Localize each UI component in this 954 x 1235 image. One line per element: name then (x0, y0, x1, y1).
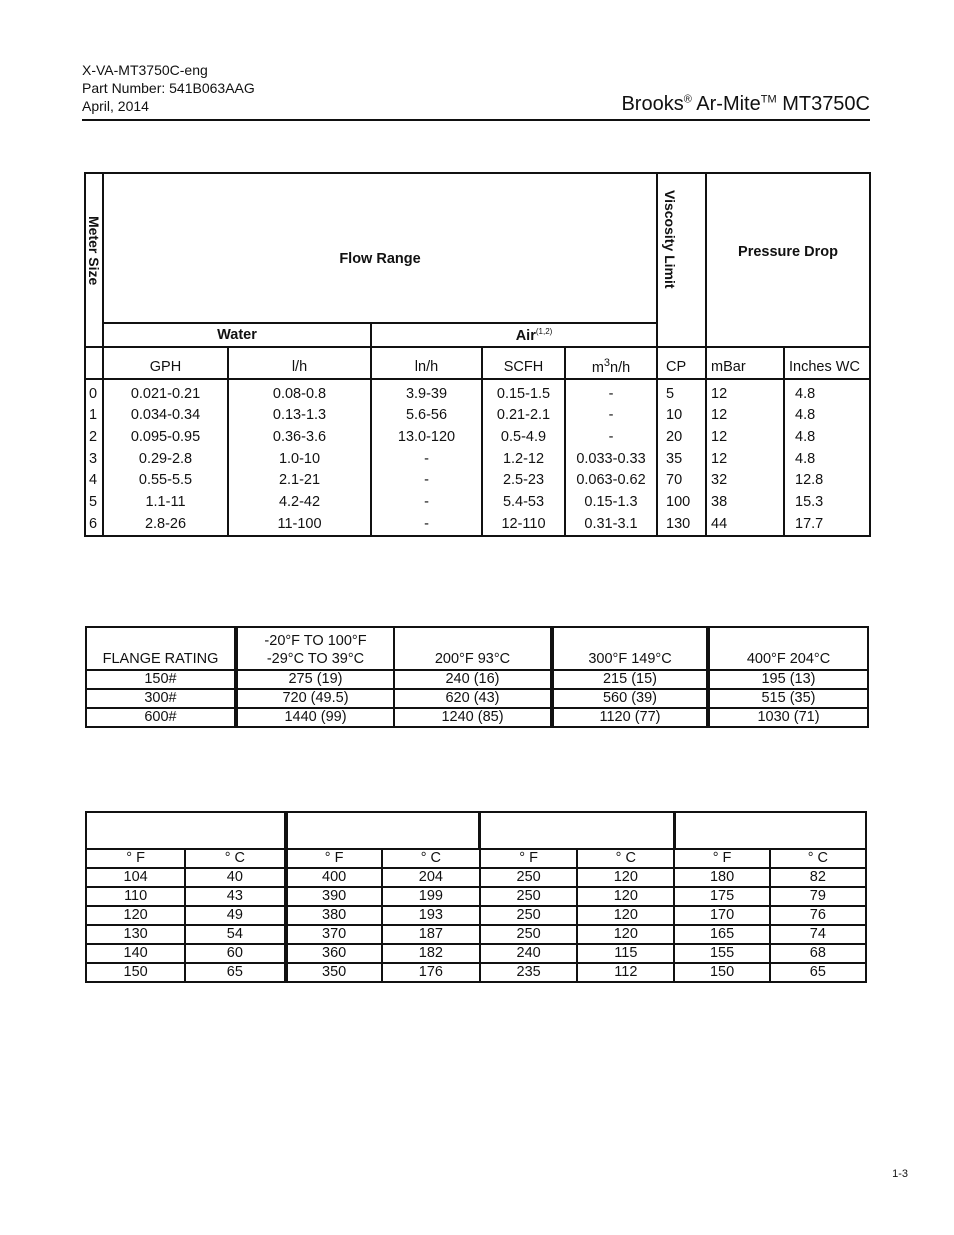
cell-lh: 11-100 (228, 513, 371, 536)
trademark-mark: TM (760, 93, 777, 106)
cell-c: 560 (39) (552, 689, 708, 708)
cell-value: 380 (286, 906, 382, 925)
cell-cp: 20 (657, 426, 706, 448)
cell-m3nh: - (565, 426, 657, 448)
cell-m3nh: - (565, 379, 657, 405)
cell-value: 120 (577, 906, 674, 925)
cell-lnh: - (371, 448, 482, 470)
cell-gph: 0.55-5.5 (103, 469, 228, 491)
table-row (85, 426, 870, 448)
cell-value: 360 (286, 944, 382, 963)
meter-size-label: Meter Size (86, 216, 102, 286)
cell-scfh: 0.15-1.5 (482, 379, 565, 405)
cell-value: 79 (770, 887, 866, 906)
cell-m3nh: 0.15-1.3 (565, 491, 657, 513)
cell-a: 720 (49.5) (236, 689, 394, 708)
cell-size: 6 (85, 513, 103, 536)
cell-value: 155 (674, 944, 769, 963)
cell-value: 400 (286, 868, 382, 887)
cell-value: 176 (382, 963, 480, 982)
table-row (85, 491, 870, 513)
table-row (86, 670, 868, 689)
cell-value: 370 (286, 925, 382, 944)
temp-200-header: 200°F 93°C (394, 627, 552, 670)
col-inwc: Inches WC (784, 347, 870, 379)
part-number: Part Number: 541B063AAG (82, 80, 255, 96)
table-row (85, 448, 870, 470)
table-row (86, 887, 866, 906)
cell-value: 250 (480, 887, 577, 906)
doc-id: X-VA-MT3750C-eng (82, 62, 208, 78)
cell-lh: 2.1-21 (228, 469, 371, 491)
cell-d: 515 (35) (708, 689, 868, 708)
cell-value: 112 (577, 963, 674, 982)
table-row (86, 944, 866, 963)
cell-value: 40 (185, 868, 285, 887)
temp-group-1-header (86, 812, 286, 849)
cell-size: 5 (85, 491, 103, 513)
viscosity-limit-header (657, 173, 706, 347)
cell-scfh: 2.5-23 (482, 469, 565, 491)
cell-d: 1030 (71) (708, 708, 868, 727)
cell-value: 150 (86, 963, 185, 982)
cell-a: 275 (19) (236, 670, 394, 689)
table-row (86, 925, 866, 944)
table-row (86, 906, 866, 925)
table-row (85, 469, 870, 491)
cell-gph: 0.29-2.8 (103, 448, 228, 470)
cell-value: 180 (674, 868, 769, 887)
cell-gph: 2.8-26 (103, 513, 228, 536)
m3nh-rest: n/h (610, 360, 631, 377)
cell-value: 115 (577, 944, 674, 963)
cell-value: 235 (480, 963, 577, 982)
unit-c: ° C (577, 849, 674, 868)
cell-mbar: 38 (706, 491, 784, 513)
cell-m3nh: 0.063-0.62 (565, 469, 657, 491)
cell-value: 150 (674, 963, 769, 982)
table-row (86, 708, 868, 727)
pressure-drop-header: Pressure Drop (706, 173, 870, 347)
cell-mbar: 12 (706, 448, 784, 470)
cell-inwc: 15.3 (784, 491, 870, 513)
cell-rating: 150# (86, 670, 236, 689)
table-row (85, 379, 870, 405)
cell-value: 120 (86, 906, 185, 925)
cell-scfh: 12-110 (482, 513, 565, 536)
unit-c: ° C (185, 849, 285, 868)
unit-c: ° C (770, 849, 866, 868)
cell-value: 130 (86, 925, 185, 944)
unit-f: ° F (86, 849, 185, 868)
cell-lnh: 13.0-120 (371, 426, 482, 448)
cell-scfh: 1.2-12 (482, 448, 565, 470)
cell-scfh: 5.4-53 (482, 491, 565, 513)
cell-cp: 10 (657, 404, 706, 426)
air-label: Air (515, 327, 536, 344)
cell-value: 65 (770, 963, 866, 982)
cell-value: 240 (480, 944, 577, 963)
temp-group-4-header (674, 812, 866, 849)
cell-c: 215 (15) (552, 670, 708, 689)
document-header-info (82, 61, 255, 115)
cell-value: 104 (86, 868, 185, 887)
cell-inwc: 12.8 (784, 469, 870, 491)
cell-size: 2 (85, 426, 103, 448)
cell-inwc: 4.8 (784, 448, 870, 470)
product-title (621, 93, 870, 116)
temp-group-2-header (286, 812, 480, 849)
temp-range-header (236, 627, 394, 670)
flow-range-table (84, 172, 871, 537)
col-scfh: SCFH (482, 347, 565, 379)
flange-rating-table (85, 626, 869, 728)
table-row (86, 963, 866, 982)
cell-size: 0 (85, 379, 103, 405)
cell-mbar: 12 (706, 379, 784, 405)
cell-value: 199 (382, 887, 480, 906)
model-name: MT3750C (782, 93, 870, 115)
cell-m3nh: 0.31-3.1 (565, 513, 657, 536)
cell-value: 74 (770, 925, 866, 944)
flow-range-header: Flow Range (103, 173, 657, 323)
cell-gph: 0.034-0.34 (103, 404, 228, 426)
air-footnote: (1,2) (535, 326, 553, 336)
cell-m3nh: - (565, 404, 657, 426)
cell-value: 110 (86, 887, 185, 906)
cell-lh: 0.36-3.6 (228, 426, 371, 448)
cell-lnh: 3.9-39 (371, 379, 482, 405)
cell-value: 165 (674, 925, 769, 944)
cell-gph: 1.1-11 (103, 491, 228, 513)
water-header: Water (103, 323, 371, 347)
cell-scfh: 0.5-4.9 (482, 426, 565, 448)
cell-value: 43 (185, 887, 285, 906)
temp-400-header: 400°F 204°C (708, 627, 868, 670)
cell-gph: 0.095-0.95 (103, 426, 228, 448)
header-rule (82, 119, 870, 121)
cell-cp: 100 (657, 491, 706, 513)
cell-value: 175 (674, 887, 769, 906)
cell-value: 182 (382, 944, 480, 963)
doc-date: April, 2014 (82, 98, 149, 114)
cell-value: 187 (382, 925, 480, 944)
cell-inwc: 4.8 (784, 404, 870, 426)
cell-value: 193 (382, 906, 480, 925)
col-gph: GPH (103, 347, 228, 379)
cell-value: 120 (577, 925, 674, 944)
cell-value: 60 (185, 944, 285, 963)
cell-inwc: 4.8 (784, 379, 870, 405)
cell-size: 4 (85, 469, 103, 491)
temp-300-header: 300°F 149°C (552, 627, 708, 670)
cell-value: 76 (770, 906, 866, 925)
cell-m3nh: 0.033-0.33 (565, 448, 657, 470)
cell-value: 82 (770, 868, 866, 887)
col-lh: l/h (228, 347, 371, 379)
temp-group-3-header (480, 812, 674, 849)
cell-value: 170 (674, 906, 769, 925)
meter-size-header (85, 173, 103, 347)
cell-value: 250 (480, 906, 577, 925)
unit-f: ° F (286, 849, 382, 868)
cell-value: 390 (286, 887, 382, 906)
cell-scfh: 0.21-2.1 (482, 404, 565, 426)
cell-lnh: 5.6-56 (371, 404, 482, 426)
cell-cp: 5 (657, 379, 706, 405)
cell-value: 54 (185, 925, 285, 944)
temp-range-c: -29°C TO 39°C (266, 651, 365, 667)
cell-mbar: 12 (706, 404, 784, 426)
registered-mark: ® (683, 93, 692, 106)
m3nh-sup: 3 (603, 357, 611, 370)
cell-value: 49 (185, 906, 285, 925)
cell-cp: 70 (657, 469, 706, 491)
cell-value: 120 (577, 887, 674, 906)
cell-lnh: - (371, 491, 482, 513)
cell-inwc: 4.8 (784, 426, 870, 448)
cell-mbar: 44 (706, 513, 784, 536)
cell-cp: 130 (657, 513, 706, 536)
cell-mbar: 12 (706, 426, 784, 448)
col-cp: CP (657, 347, 706, 379)
cell-lh: 4.2-42 (228, 491, 371, 513)
cell-a: 1440 (99) (236, 708, 394, 727)
brand-name: Brooks (621, 93, 684, 115)
cell-lnh: - (371, 513, 482, 536)
table-row (85, 404, 870, 426)
m3nh-m: m (591, 360, 604, 377)
flange-rating-header: FLANGE RATING (86, 627, 236, 670)
cell-b: 240 (16) (394, 670, 552, 689)
cell-value: 120 (577, 868, 674, 887)
cell-b: 620 (43) (394, 689, 552, 708)
table-row (85, 513, 870, 536)
cell-mbar: 32 (706, 469, 784, 491)
cell-value: 68 (770, 944, 866, 963)
cell-rating: 600# (86, 708, 236, 727)
cell-lh: 1.0-10 (228, 448, 371, 470)
air-header (371, 323, 657, 347)
page-number: 1-3 (892, 1168, 908, 1180)
cell-value: 250 (480, 868, 577, 887)
cell-d: 195 (13) (708, 670, 868, 689)
cell-size: 3 (85, 448, 103, 470)
temp-range-f: -20°F TO 100°F (264, 633, 367, 649)
cell-value: 204 (382, 868, 480, 887)
table-row (86, 689, 868, 708)
unit-c: ° C (382, 849, 480, 868)
cell-value: 140 (86, 944, 185, 963)
col-m3nh (565, 347, 657, 379)
cell-b: 1240 (85) (394, 708, 552, 727)
cell-c: 1120 (77) (552, 708, 708, 727)
cell-value: 250 (480, 925, 577, 944)
cell-inwc: 17.7 (784, 513, 870, 536)
viscosity-limit-label: Viscosity Limit (662, 190, 679, 289)
cell-value: 65 (185, 963, 285, 982)
product-name: Ar-Mite (696, 93, 761, 115)
cell-size: 1 (85, 404, 103, 426)
cell-lnh: - (371, 469, 482, 491)
cell-lh: 0.13-1.3 (228, 404, 371, 426)
table-row (86, 868, 866, 887)
unit-f: ° F (480, 849, 577, 868)
cell-rating: 300# (86, 689, 236, 708)
temperature-table (85, 811, 867, 983)
size-col-blank (85, 347, 103, 379)
col-lnh: ln/h (371, 347, 482, 379)
col-mbar: mBar (706, 347, 784, 379)
cell-cp: 35 (657, 448, 706, 470)
cell-value: 350 (286, 963, 382, 982)
cell-gph: 0.021-0.21 (103, 379, 228, 405)
cell-lh: 0.08-0.8 (228, 379, 371, 405)
unit-f: ° F (674, 849, 769, 868)
